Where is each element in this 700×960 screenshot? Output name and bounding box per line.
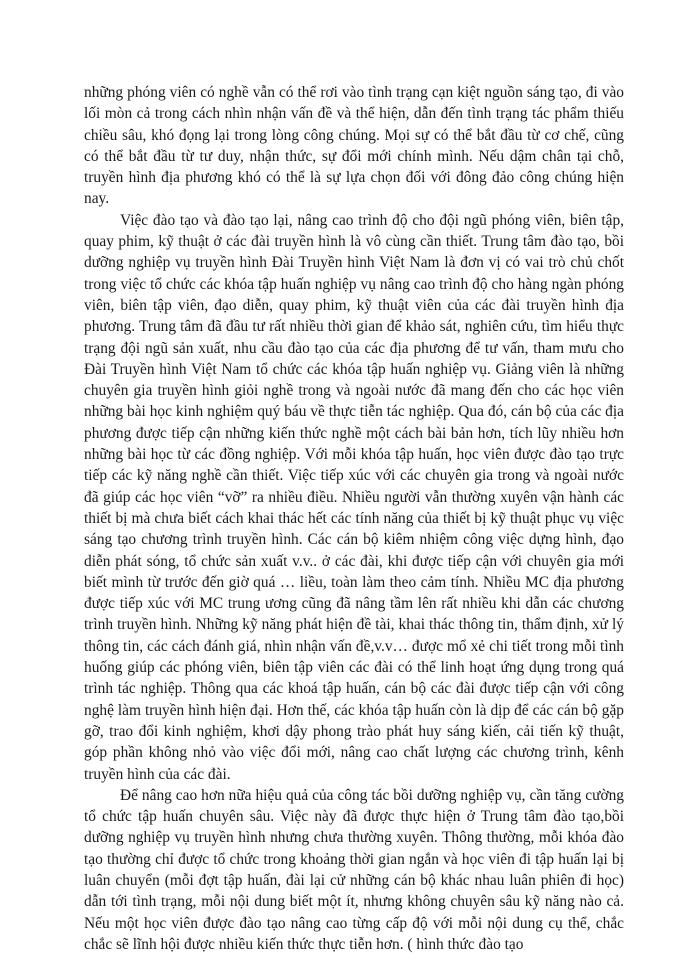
paragraph-in-depth-training: Để nâng cao hơn nữa hiệu quả của công tác bồi dưỡng nghiệp vụ, cần tăng cường tổ chức tập huấn chuyên sâu. Việc này đã được thực hiện ở Trung tâm đào tạo,bồi dưỡng nghiệp vụ truyền hình nhưng chưa thường xuyên. Thông thường, mỗi khóa đào tạo thường chỉ được tổ chức trong khoảng thời gian ngắn và học viên đi tập huấn lại bị luân chuyển (mỗi đợt tập huấn, đài lại cử những cán bộ khác nhau luân phiên đi học) dẫn tới tình trạng, mỗi nội dung biết một ít, nhưng không chuyên sâu kỹ năng nào cả. Nếu một học viên được đào tạo nâng cao từng cấp độ với mỗi nội dung cụ thể, chắc chắc sẽ lĩnh hội được nhiều kiến thức thực tiễn hơn. ( hình thức đào tạo [84, 786, 624, 953]
paragraph-continuation: những phóng viên có nghề vẫn có thể rơi vào tình trạng cạn kiệt nguồn sáng tạo, đi vào lối mòn cả trong cách nhìn nhận vấn đề và thể hiện, dẫn đến tình trạng tác phẩm thiếu chiều sâu, khó đọng lại trong lòng công chúng. Mọi sự có thể bắt đầu từ cơ chế, cũng có thể bắt đầu từ tư duy, nhận thức, sự đổi mới chính mình. Nếu dậm chân tại chỗ, truyền hình địa phương khó có thể là sự lựa chọn đối với đông đảo công chúng hiện nay. [84, 84, 624, 208]
paragraph-training: Việc đào tạo và đào tạo lại, nâng cao trình độ cho đội ngũ phóng viên, biên tập, quay phim, kỹ thuật ở các đài truyền hình là vô cùng cần thiết. Trung tâm đào tạo, bồi dưỡng nghiệp vụ truyền hình Đài Truyền hình Việt Nam là đơn vị có vai trò chủ chốt trong việc tổ chức các khóa tập huấn nghiệp vụ nâng cao trình độ cho hàng ngàn phóng viên, biên tập viên, đạo diễn, quay phim, kỹ thuật viên của các đài truyền hình địa phương. Trung tâm đã đầu tư rất nhiều thời gian để khảo sát, nghiên cứu, tìm hiểu thực trạng đội ngũ sản xuất, nhu cầu đào tạo của các địa phương để tư vấn, tham mưu cho Đài Truyền hình Việt Nam tổ chức các khóa tập huấn nghiệp vụ. Giảng viên là những chuyên gia truyền hình giỏi nghề trong và ngoài nước đã mang đến cho các học viên những bài học kinh nghiệm quý báu về thực tiễn tác nghiệp. Qua đó, cán bộ của các địa phương được tiếp cận những kiến thức nghề một cách bài bản hơn, tích lũy nhiều hơn những bài học từ các đồng nghiệp. Với mỗi khóa tập huấn, học viên được đào tạo trực tiếp các kỹ năng nghề cần thiết. Việc tiếp xúc với các chuyên gia trong và ngoài nước đã giúp các học viên “vỡ” ra nhiều điều. Nhiều người vẫn thường xuyên vận hành các thiết bị mà chưa biết cách khai thác hết các tính năng của thiết bị kỹ thuật phục vụ việc sáng tạo chương trình truyền hình. Các cán bộ kiêm nhiệm công việc dựng hình, đạo diễn phát sóng, tổ chức sản xuất v.v.. ở các đài, khi được tiếp cận với chuyên gia mới biết mình từ trước đến giờ quá … liều, toàn làm theo cảm tính. Nhiều MC địa phương được tiếp xúc với MC trung ương cũng đã nâng tầm lên rất nhiều khi dẫn các chương trình truyền hình. Những kỹ năng phát hiện đề tài, khai thác thông tin, thẩm định, xử lý thông tin, các cách đánh giá, nhìn nhận vấn đề,v.v… được mổ xẻ chi tiết trong mỗi tình huống giúp các phóng viên, biên tập viên các đài có thể linh hoạt ứng dụng trong quá trình tác nghiệp. Thông qua các khoá tập huấn, cán bộ các đài được tiếp cận với công nghệ làm truyền hình hiện đại. Hơn thế, các khóa tập huấn còn là dịp để các cán bộ gặp gỡ, trao đổi kinh nghiệm, khơi dậy phong trào phát huy sáng kiến, cải tiến kỹ thuật, góp phần không nhỏ vào việc đổi mới, nâng cao chất lượng các chương trình, kênh truyền hình của các đài. [84, 211, 624, 783]
body-text [84, 82, 624, 955]
